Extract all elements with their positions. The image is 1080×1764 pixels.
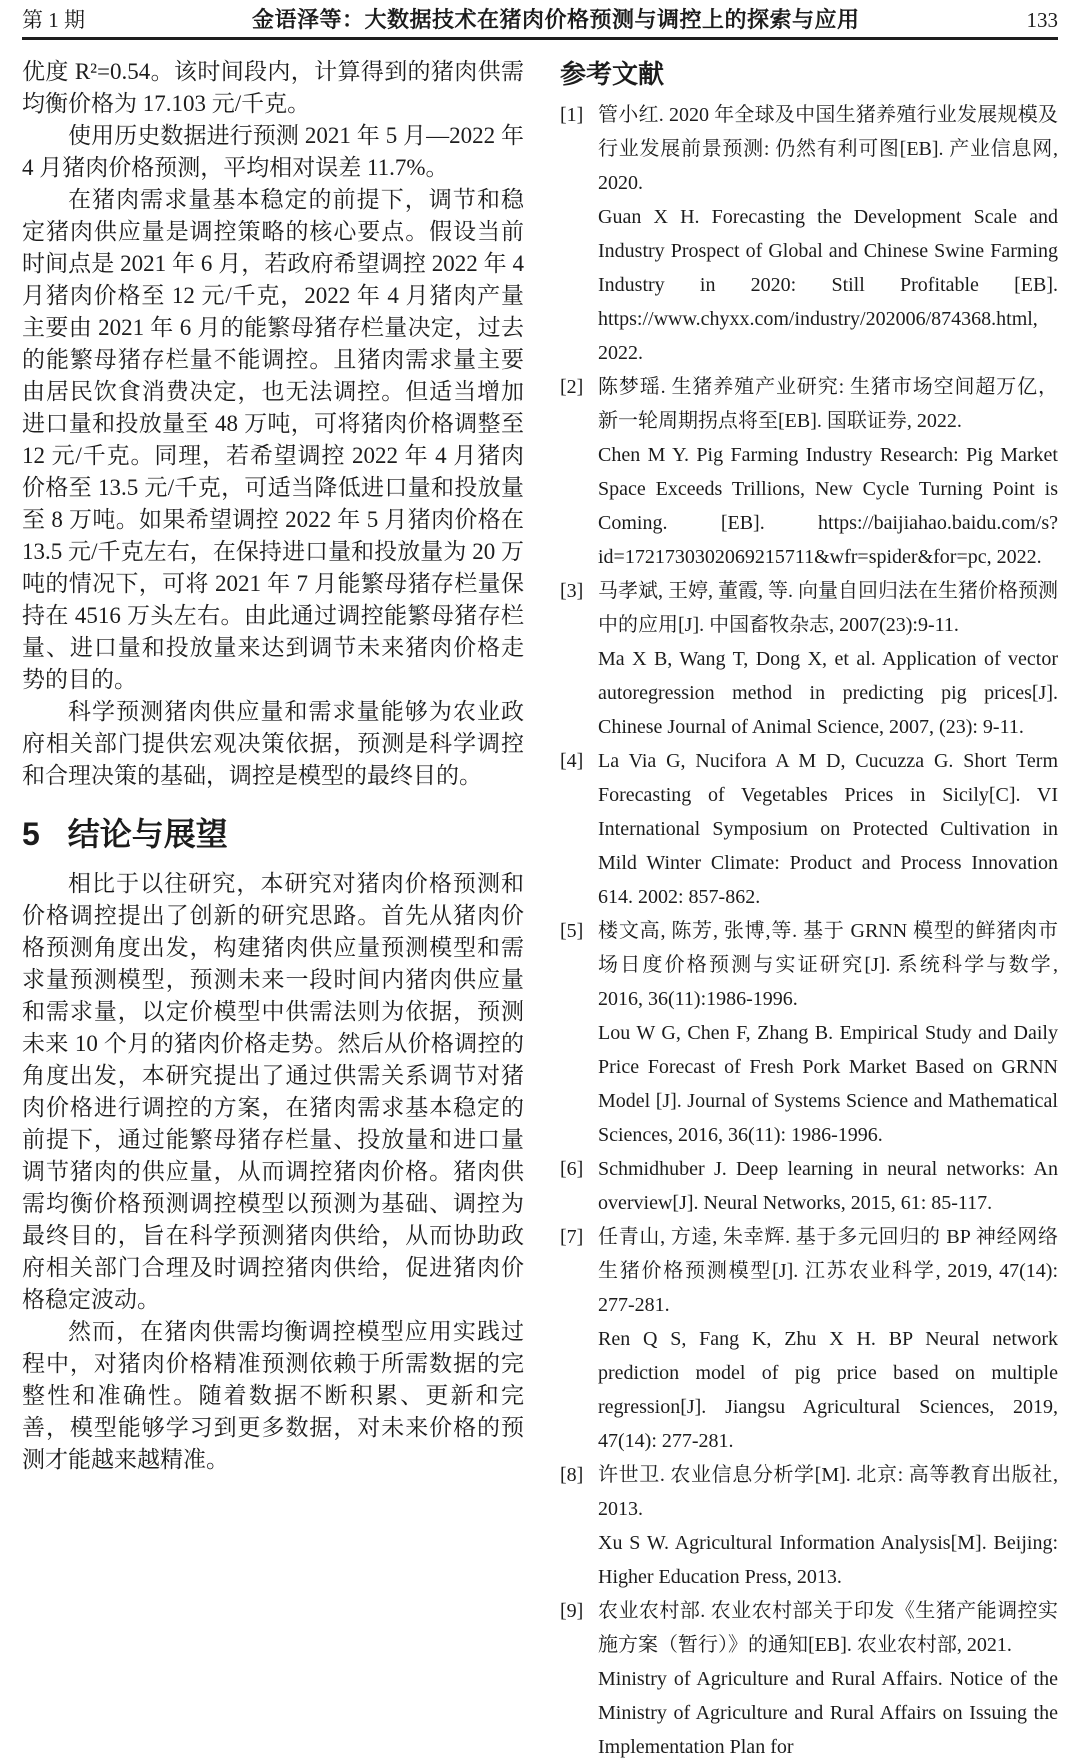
reference-english-text: Guan X H. Forecasting the Development Scale and Industry Prospect of Global and Chinese Swine Farming Industry in 2020: Still Profitable [EB]. https://www.chyxx.com/industry/202006/874368.html, 2022. xyxy=(598,206,1058,364)
reference-body xyxy=(598,1594,1058,1764)
header-rule xyxy=(22,37,1058,40)
body-paragraph: 然而，在猪肉供需均衡调控模型应用实践过程中，对猪肉价格精准预测依赖于所需数据的完整性和准确性。随着数据不断积累、更新和完善，模型能够学习到更多数据，对未来价格的预测才能越来越精准。 xyxy=(22,1319,524,1472)
header-page-number: 133 xyxy=(1026,8,1058,32)
reference-entry xyxy=(560,574,1058,744)
reference-body xyxy=(598,1152,1058,1220)
body-paragraph: 优度 R²=0.54。该时间段内，计算得到的猪肉供需均衡价格为 17.103 元/千克。 xyxy=(22,59,524,116)
reference-number: [8] xyxy=(560,1464,584,1486)
reference-entry xyxy=(560,98,1058,370)
reference-body xyxy=(598,914,1058,1152)
section-heading xyxy=(22,814,524,854)
section-number: 5 xyxy=(22,816,40,852)
reference-body xyxy=(598,1220,1058,1458)
body-paragraphs xyxy=(22,56,524,792)
reference-number: [6] xyxy=(560,1158,584,1180)
reference-english-text: Xu S W. Agricultural Information Analysis[M]. Beijing: Higher Education Press, 2013. xyxy=(598,1532,1058,1588)
reference-english-text: Ma X B, Wang T, Dong X, et al. Application of vector autoregression method in predicting pig prices[J]. Chinese Journal of Animal Science, 2007, (23): 9-11. xyxy=(598,648,1058,738)
reference-entry xyxy=(560,914,1058,1152)
reference-number: [7] xyxy=(560,1226,584,1248)
running-head xyxy=(22,8,1058,32)
section-title: 结论与展望 xyxy=(67,816,228,852)
reference-entry xyxy=(560,1152,1058,1220)
body-paragraph: 科学预测猪肉供应量和需求量能够为农业政府相关部门提供宏观决策依据，预测是科学调控和合理决策的基础，调控是模型的最终目的。 xyxy=(22,699,524,788)
reference-chinese-text: 楼文高, 陈芳, 张博,等. 基于 GRNN 模型的鲜猪肉市场日度价格预测与实证研究[J]. 系统科学与数学, 2016, 36(11):1986-1996. xyxy=(598,920,1058,1010)
reference-english-text: Ren Q S, Fang K, Zhu X H. BP Neural network prediction model of pig price based on multiple regression[J]. Jiangsu Agricultural Sciences, 2019, 47(14): 277-281. xyxy=(598,1328,1058,1452)
reference-english-text: Schmidhuber J. Deep learning in neural networks: An overview[J]. Neural Networks, 2015, 61: 85-117. xyxy=(598,1158,1058,1214)
reference-english-text: La Via G, Nucifora A M D, Cucuzza G. Short Term Forecasting of Vegetables Prices in Sicily[C]. VI International Symposium on Protected Cultivation in Mild Winter Climate: Product and Process Innovation 614. 2002: 857-862. xyxy=(598,750,1058,908)
reference-entry xyxy=(560,1458,1058,1594)
header-title: 金语泽等：大数据技术在猪肉价格预测与调控上的探索与应用 xyxy=(251,7,860,32)
reference-body xyxy=(598,744,1058,914)
reference-chinese-text: 许世卫. 农业信息分析学[M]. 北京: 高等教育出版社, 2013. xyxy=(598,1464,1058,1520)
reference-body xyxy=(598,574,1058,744)
left-column xyxy=(22,56,524,1764)
reference-entry xyxy=(560,744,1058,914)
reference-entry xyxy=(560,1220,1058,1458)
reference-number: [2] xyxy=(560,376,584,398)
reference-chinese-text: 马孝斌, 王婷, 董霞, 等. 向量自回归法在生猪价格预测中的应用[J]. 中国畜牧杂志, 2007(23):9-11. xyxy=(598,580,1058,636)
reference-english-text: Chen M Y. Pig Farming Industry Research: Pig Market Space Exceeds Trillions, New Cycle Turning Point is Coming. [EB]. https://baijiahao.baidu.com/s?id=1721730302069215711&wfr=spider&for=pc, 2022. xyxy=(598,444,1058,568)
reference-number: [3] xyxy=(560,580,584,602)
right-column xyxy=(560,56,1058,1764)
reference-entry xyxy=(560,1594,1058,1764)
reference-number: [1] xyxy=(560,104,584,126)
reference-list xyxy=(560,98,1058,1764)
reference-body xyxy=(598,98,1058,370)
reference-body xyxy=(598,370,1058,574)
reference-number: [4] xyxy=(560,750,584,772)
body-paragraph: 在猪肉需求量基本稳定的前提下，调节和稳定猪肉供应量是调控策略的核心要点。假设当前时间点是 2021 年 6 月，若政府希望调控 2022 年 4 月猪肉价格至 12 元/千克，2022 年 4 月猪肉产量主要由 2021 年 6 月的能繁母猪存栏量决定，过去的能繁母猪存栏量不能调控。且猪肉需求量主要由居民饮食消费决定，也无法调控。但适当增加进口量和投放量至 48 万吨，可将猪肉价格调整至 12 元/千克。同理，若希望调控 2022 年 4 月猪肉价格至 13.5 元/千克，可适当降低进口量和投放量至 8 万吨。如果希望调控 2022 年 5 月猪肉价格在 13.5 元/千克左右，在保持进口量和投放量为 20 万吨的情况下，可将 2021 年 7 月能繁母猪存栏量保持在 4516 万头左右。由此通过调控能繁母猪存栏量、进口量和投放量来达到调节未来猪肉价格走势的目的。 xyxy=(22,187,524,692)
body-paragraph: 相比于以往研究，本研究对猪肉价格预测和价格调控提出了创新的研究思路。首先从猪肉价格预测角度出发，构建猪肉供应量预测模型和需求量预测模型，预测未来一段时间内猪肉供应量和需求量，以定价模型中供需法则为依据，预测未来 10 个月的猪肉价格走势。然后从价格调控的角度出发，本研究提出了通过供需关系调节对猪肉价格进行调控的方案，在猪肉需求基本稳定的前提下，通过能繁母猪存栏量、投放量和进口量调节猪肉的供应量，从而调控猪肉价格。猪肉供需均衡价格预测调控模型以预测为基础、调控为最终目的，旨在科学预测猪肉供给，从而协助政府相关部门合理及时调控猪肉供给，促进猪肉价格稳定波动。 xyxy=(22,871,524,1312)
reference-chinese-text: 陈梦瑶. 生猪养殖产业研究: 生猪市场空间超万亿，新一轮周期拐点将至[EB]. 国联证券, 2022. xyxy=(598,376,1058,432)
references-heading: 参考文献 xyxy=(560,59,665,89)
body-paragraph: 使用历史数据进行预测 2021 年 5 月—2022 年 4 月猪肉价格预测，平均相对误差 11.7%。 xyxy=(22,123,524,180)
reference-chinese-text: 任青山, 方逵, 朱幸辉. 基于多元回归的 BP 神经网络生猪价格预测模型[J]. 江苏农业科学, 2019, 47(14): 277-281. xyxy=(598,1226,1058,1316)
reference-number: [5] xyxy=(560,920,584,942)
reference-entry xyxy=(560,370,1058,574)
reference-number: [9] xyxy=(560,1600,584,1622)
page-content xyxy=(22,56,1058,1764)
reference-chinese-text: 农业农村部. 农业农村部关于印发《生猪产能调控实施方案（暂行）》的通知[EB]. 农业农村部, 2021. xyxy=(598,1600,1058,1656)
reference-chinese-text: 管小红. 2020 年全球及中国生猪养殖行业发展规模及行业发展前景预测: 仍然有利可图[EB]. 产业信息网, 2020. xyxy=(598,104,1058,194)
conclusion-paragraphs xyxy=(22,868,524,1476)
reference-english-text: Ministry of Agriculture and Rural Affairs. Notice of the Ministry of Agriculture and Rural Affairs on Issuing the Implementation Plan for xyxy=(598,1668,1058,1758)
header-issue: 第 1 期 xyxy=(22,8,85,32)
reference-body xyxy=(598,1458,1058,1594)
reference-english-text: Lou W G, Chen F, Zhang B. Empirical Study and Daily Price Forecast of Fresh Pork Market Based on GRNN Model [J]. Journal of Systems Science and Mathematical Sciences, 2016, 36(11): 1986-1996. xyxy=(598,1022,1058,1146)
